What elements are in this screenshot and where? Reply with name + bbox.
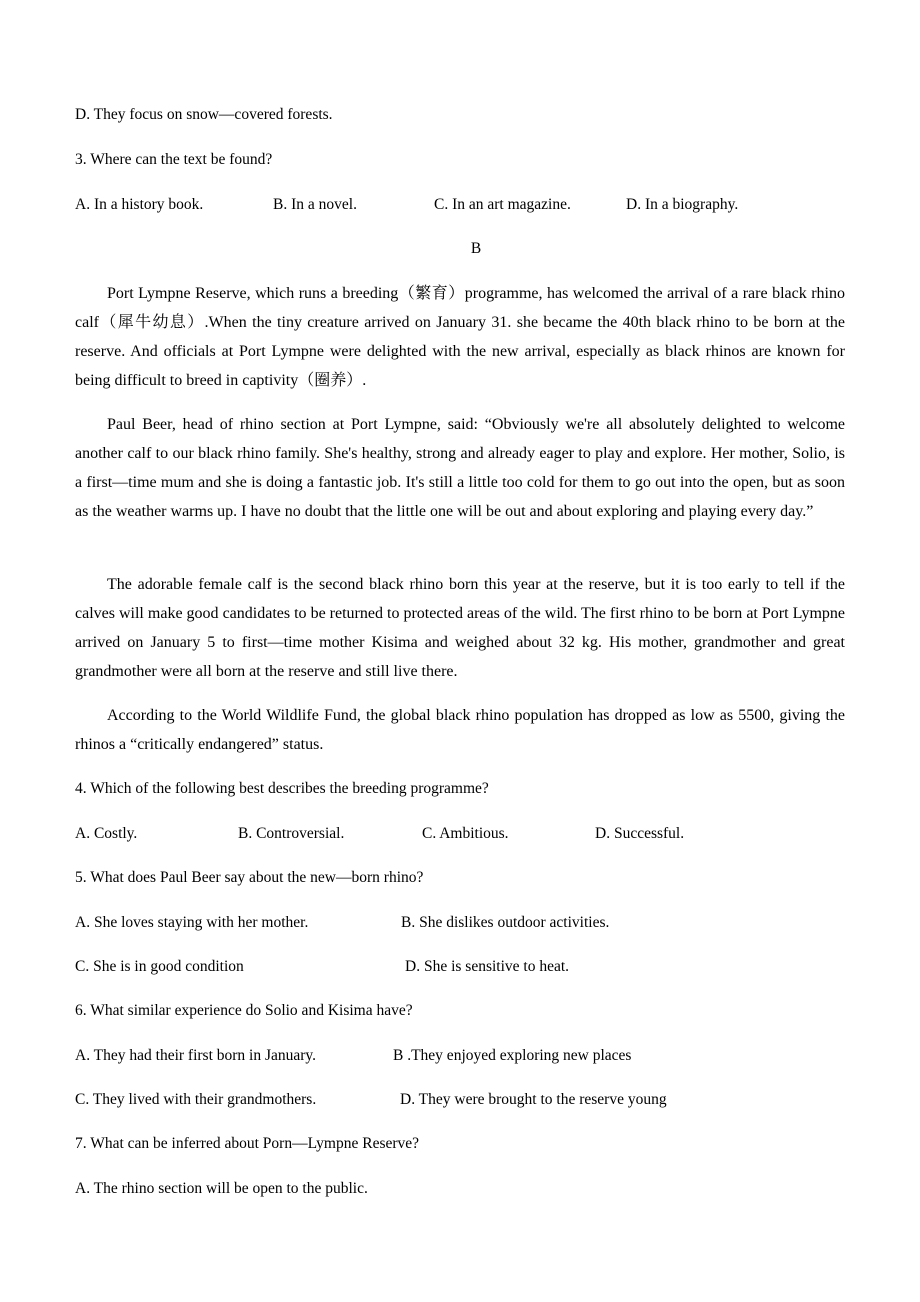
q3-option-b: B. In a novel. bbox=[273, 196, 357, 213]
passage-paragraph: According to the World Wildlife Fund, the global black rhino population has dropped as low as 5500, giving the rhinos a “critically endangered” status. bbox=[75, 707, 845, 753]
q4-option-c: C. Ambitious. bbox=[422, 825, 509, 842]
q4-question: 4. Which of the following best describes the breeding programme? bbox=[75, 780, 489, 797]
q7-option-a: A. The rhino section will be open to the public. bbox=[75, 1180, 368, 1197]
q5-option-a: A. She loves staying with her mother. bbox=[75, 914, 309, 931]
passage-paragraph: The adorable female calf is the second black rhino born this year at the reserve, but it is too early to tell if the calves will make good candidates to be returned to protected areas of the wild. The first rhino to be born at Port Lympne arrived on January 5 to first—time mother Kisima and weighed about 32 kg. His mother, grandmother and great grandmother were all born at the reserve and still live there. bbox=[75, 576, 845, 680]
q7-question: 7. What can be inferred about Porn—Lympne Reserve? bbox=[75, 1135, 420, 1152]
q4-option-a: A. Costly. bbox=[75, 825, 138, 842]
q2-option-d: D. They focus on snow—covered forests. bbox=[75, 106, 333, 123]
section-label: B bbox=[470, 240, 482, 257]
passage-paragraph: Port Lympne Reserve, which runs a breeding（繁育）programme, has welcomed the arrival of a rare black rhino calf（犀牛幼息）.When the tiny creature arrived on January 31. she became the 40th black rhino to be born at the reserve. And officials at Port Lympne were delighted with the new arrival, especially as black rhinos are known for being difficult to breed in captivity（圈养）. bbox=[75, 285, 845, 389]
q4-option-b: B. Controversial. bbox=[238, 825, 345, 842]
q5-option-c: C. She is in good condition bbox=[75, 958, 244, 975]
q5-question: 5. What does Paul Beer say about the new—born rhino? bbox=[75, 869, 424, 886]
q3-option-d: D. In a biography. bbox=[626, 196, 739, 213]
q6-option-c: C. They lived with their grandmothers. bbox=[75, 1091, 317, 1108]
q6-option-a: A. They had their first born in January. bbox=[75, 1047, 317, 1064]
q6-option-d: D. They were brought to the reserve young bbox=[400, 1091, 667, 1108]
q4-option-d: D. Successful. bbox=[595, 825, 685, 842]
passage-paragraph: Paul Beer, head of rhino section at Port Lympne, said: “Obviously we're all absolutely delighted to welcome another calf to our black rhino family. She's healthy, strong and already eager to play and explore. Her mother, Solio, is a first—time mum and she is doing a fantastic job. It's still a little too cold for them to go out into the open, but as soon as the weather warms up. I have no doubt that the little one will be out and about exploring and playing every day.” bbox=[75, 416, 845, 520]
q3-option-a: A. In a history book. bbox=[75, 196, 204, 213]
q3-option-c: C. In an art magazine. bbox=[434, 196, 571, 213]
q5-option-d: D. She is sensitive to heat. bbox=[405, 958, 570, 975]
q5-option-b: B. She dislikes outdoor activities. bbox=[401, 914, 610, 931]
q6-option-b: B .They enjoyed exploring new places bbox=[393, 1047, 632, 1064]
q3-question: 3. Where can the text be found? bbox=[75, 151, 273, 168]
q6-question: 6. What similar experience do Solio and Kisima have? bbox=[75, 1002, 413, 1019]
